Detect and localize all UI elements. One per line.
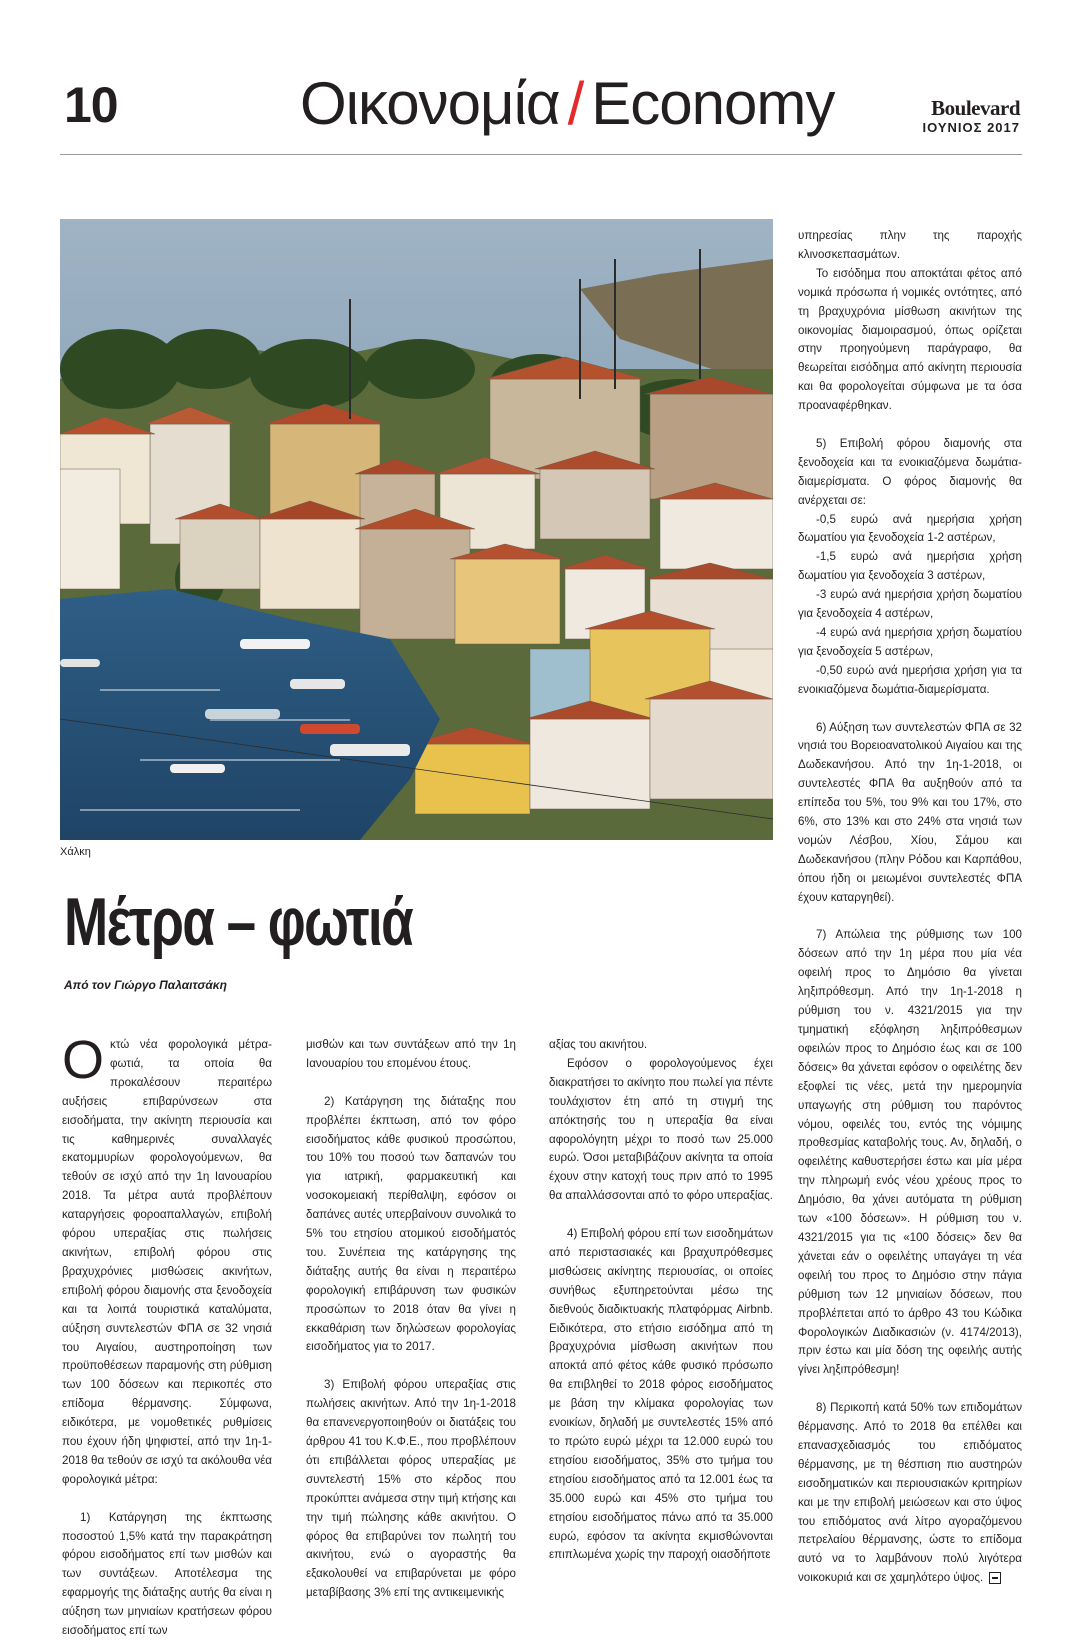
paragraph: 3) Επιβολή φόρου υπεραξίας στις πωλήσεις ακινήτων. Από την 1η-1-2018 θα επανενεργοποιηθούν οι διατάξεις του άρθρου 41 του Κ.Φ.Ε., που προβλέπουν ότι επιβάλλεται φόρος υπεραξίας με συντελεστή 15% στο κέρδος που προκύπτει ανάμεσα στην τιμή κτήσης και την τιμή πώλησης κάθε ακινήτου. Ο φόρος θα επιβαρύνει τον πωλητή του ακινήτου, ενώ ο αγοραστής θα εξακολουθεί να επιβαρύνεται με φόρο μεταβίβασης 3% επί της αντικειμενικής xyxy=(306,1378,516,1600)
header-divider xyxy=(60,154,1022,155)
paragraph: 1) Κατάργηση της έκπτωσης ποσοστού 1,5% κατά την παρακράτηση φόρου εισοδήματος επί των μισθών και των συντάξεων. Αποτέλεσμα της εφαρμογής της διάταξης αυτής θα είναι η αύξηση των μηνιαίων κρατήσεων φόρου εισοδήματος επί των xyxy=(62,1510,272,1638)
issue-date: ΙΟΥΝΙΟΣ 2017 xyxy=(922,120,1020,135)
list-item: -0,50 ευρώ ανά ημερήσια χρήση για τα ενοικιαζόμενα δωμάτια-διαμερίσματα. xyxy=(798,663,1022,696)
paragraph: 7) Απώλεια της ρύθμισης των 100 δόσεων από την 1η μέρα που μία νέα οφειλή προς το Δημόσιο θα γίνεται ληξιπρόθεσμη. Από την 1η-1-2018 η ρύθμιση του ν. 4321/2015 για την τμηματική εξόφληση ληξιπρόθεσμων οφειλών προς το Δημόσιο έως και σε 100 δόσεις» θα χάνεται εφόσον ο οφειλέτης δεν εξοφλεί τις νέες, μετά την ημερομηνία υπαγωγής στη ρύθμιση του παρόντος νόμου, οφειλές του, εντός της νόμιμης προθεσμίας καταβολής τους. Αν, δηλαδή, ο οφειλέτης καθυστερήσει έστω και μία μέρα την πληρωμή ενός νέου χρέους προς το Δημόσιο, θα χάνει αυτόματα τη ρύθμιση των «100 δόσεων». Η ρύθμιση του ν. 4321/2015 για τις «100 δόσεις» δεν θα χάνεται εάν ο οφειλέτης υπαγάγει τη νέα οφειλή του προς το Δημόσιο στην πάγια ρύθμιση των 12 μηνιαίων δόσεων, που προβλέπεται από το άρθρο 43 του Κώδικα Φορολογικών Διαδικασιών (ν. 4174/2013), πριν έστω και μία δόση της οφειλής αυτής γίνει ληξιπρόθεσμη! xyxy=(798,928,1022,1377)
paragraph: Εφόσον ο φορολογούμενος έχει διακρατήσει το ακίνητο που πωλεί για πέντε τουλάχιστον έτη από τη στιγμή της απόκτησής του η υπεραξία θα είναι αφορολόγητη μέχρι το ποσό των 25.000 ευρώ. Όσοι μεταβιβάζουν ακίνητα τα οποία έχουν στην κατοχή τους πριν από το 1995 θα απαλλάσσονται από το φόρο υπεραξίας. xyxy=(549,1056,773,1203)
section-title-greek: Οικονομία xyxy=(300,70,560,137)
drop-cap: Ο xyxy=(62,1030,105,1090)
list-item: -1,5 ευρώ ανά ημερήσια χρήση δωματίου για ξενοδοχεία 3 αστέρων, xyxy=(798,550,1022,583)
paragraph: υπηρεσίας πλην της παροχής κλινοσκεπασμάτων. xyxy=(798,229,1022,261)
text-column-1 xyxy=(62,1030,272,1641)
end-of-article-icon xyxy=(989,1572,1001,1584)
list-item: -4 ευρώ ανά ημερήσια χρήση δωματίου για ξενοδοχεία 5 αστέρων, xyxy=(798,626,1022,658)
paragraph xyxy=(798,1399,1022,1588)
paragraph: 5) Επιβολή φόρου διαμονής στα ξενοδοχεία και τα ενοικιαζόμενα δωμάτια-διαμερίσματα. Ο φόρος διαμονής θα ανέρχεται σε: xyxy=(798,436,1022,507)
paragraph: 6) Αύξηση των συντελεστών ΦΠΑ σε 32 νησιά του Βορειοανατολικού Αιγαίου και της Δωδεκανήσου. Από την 1η-1-2018, οι συντελεστές ΦΠΑ θα αυξηθούν από τα επίπεδα του 5%, του 9% και του 17%, στο 6%, στο 13% και στο 24% στα νησιά των νομών Λέσβου, Χίου, Σάμου και Δωδεκανήσου (πλην Ρόδου και Καρπάθου, όπου ήδη οι μειωμένοι συντελεστές ΦΠΑ έχουν καταργηθεί). xyxy=(798,720,1022,904)
paragraph: αξίας του ακινήτου. xyxy=(549,1038,648,1051)
list-item: -0,5 ευρώ ανά ημερήσια χρήση δωματίου για ξενοδοχεία 1-2 αστέρων, xyxy=(798,512,1022,545)
section-title-english: Economy xyxy=(591,70,835,137)
text-column-3 xyxy=(549,1036,773,1565)
paragraph: κτώ νέα φορολογικά μέτρα-φωτιά, τα οποία θα προκαλέσουν περαιτέρω αυξήσεις επιβαρύνσεων στα εισοδήματα, την ακίνητη περιουσία και τις καθημερινές συναλλαγές εκατομμυρίων φορολογούμενων, θα τεθούν σε ισχύ από την 1η Ιανουαρίου 2018. Τα μέτρα αυτά προβλέπουν καταργήσεις φοροαπαλλαγών, επιβολή φόρου υπεραξίας στις πωλήσεις ακινήτων, επιβολή φόρου στις βραχυχρόνιες μισθώσεις ακινήτων, επιβολή φόρου διαμονής στα ξενοδοχεία και τα λοιπά τουριστικά καταλύματα, αύξηση συντελεστών ΦΠΑ σε 32 νησιά του Αιγαίου, αυστηροποίηση των προϋποθέσεων παραμονής στη ρύθμιση των 100 δόσεων και περικοπές στο επίδομα θέρμανσης. Σύμφωνα, ειδικότερα, με νομοθετικές ρυθμίσεις που έχουν ήδη ψηφιστεί, από την 1η-1-2018 θα τεθούν σε ισχύ τα ακόλουθα νέα φορολογικά μέτρα: xyxy=(62,1038,272,1486)
section-title-slash: / xyxy=(567,70,584,137)
magazine-brand xyxy=(923,98,1020,134)
text-column-2 xyxy=(306,1036,516,1603)
page-number: 10 xyxy=(64,77,118,133)
paragraph: μισθών και των συντάξεων από την 1η Ιανουαρίου του επομένου έτους. xyxy=(306,1038,516,1070)
article-headline: Μέτρα – φωτιά xyxy=(64,884,413,960)
paragraph: 4) Επιβολή φόρου επί των εισοδημάτων από περιστασιακές και βραχυπρόθεσμες μισθώσεις ακίνητης περιουσίας, οι οποίες συνήθως εξυπηρετούνται μέσω της διεθνούς διαδικτυακής πλατφόρμας Airbnb. Ειδικότερα, στο ετήσιο εισόδημα από τη βραχυχρόνια μίσθωση ακινήτων που αποκτά από φέτος κάθε φυσικό πρόσωπο θα επιβληθεί το 2018 φόρος εισοδήματος με βάση την κλίμακα φορολογίας των ενοικίων, δηλαδή με συντελεστές 15% από το πρώτο ευρώ μέχρι τα 12.000 ευρώ του ετησίου εισοδήματος, 35% στο τμήμα του ετησίου εισοδήματος από τα 12.001 έως τα 35.000 ευρώ και 45% στο τμήμα του ετησίου εισοδήματος πάνω από τα 35.000 ευρώ, εφόσον τα ακίνητα εκμισθώνονται επιπλωμένα χωρίς την παροχή οιασδήποτε xyxy=(549,1227,773,1562)
text-column-4 xyxy=(798,227,1022,1588)
paragraph: Το εισόδημα που αποκτάται φέτος από νομικά πρόσωπα ή νομικές οντότητες, από τη βραχυχρόνια μίσθωση ακινήτων της οικονομίας διαμοιρασμού, όπως ορίζεται στην προηγούμενη παράγραφο, θα θεωρείται εισόδημα από ακίνητη περιουσία και θα φορολογείται σύμφωνα με τα όσα προαναφέρθηκαν. xyxy=(798,266,1022,413)
brand-name: Boulevard xyxy=(931,96,1020,120)
section-title xyxy=(300,70,835,137)
article-byline: Από τον Γιώργο Παλαιτσάκη xyxy=(64,978,227,992)
harbor-photo xyxy=(60,219,773,840)
paragraph-text: 8) Περικοπή κατά 50% των επιδομάτων θέρμανσης. Από το 2018 θα επέλθει και επανασχεδιασμός του επιδόματος θέρμανσης, με τη θέσπιση πιο αυστηρών εισοδηματικών και περιουσιακών κριτηρίων και με την επιβολή μειώσεων και στο ύψος του επιδόματος ανά λίτρο αγοραζόμενου πετρελαίου θέρμανσης, ώστε το επίδομα αυτό να το λαμβάνουν πολύ λιγότερα νοικοκυριά και σε χαμηλότερο ύψος. xyxy=(798,1401,1022,1585)
paragraph: 2) Κατάργηση της διάταξης που προβλέπει έκπτωση, από τον φόρο εισοδήματος κάθε φυσικού προσώπου, του 10% του ποσού των δαπανών του για ιατρική, φαρμακευτική και νοσοκομειακή περίθαλψη, εφόσον οι δαπάνες αυτές υπερβαίνουν συνολικά το 5% του ετησίου ατομικού εισοδήματός του. Συνέπεια της κατάργησης της διάταξης αυτής θα είναι η περαιτέρω φορολογική επιβάρυνση των φυσικών προσώπων το 2018 όταν θα γίνει η εκκαθάριση των δηλώσεων φορολογίας εισοδήματος για το 2017. xyxy=(306,1094,516,1354)
article-photo xyxy=(60,219,773,840)
photo-caption: Χάλκη xyxy=(60,846,91,858)
list-item: -3 ευρώ ανά ημερήσια χρήση δωματίου για ξενοδοχεία 4 αστέρων, xyxy=(798,588,1022,621)
